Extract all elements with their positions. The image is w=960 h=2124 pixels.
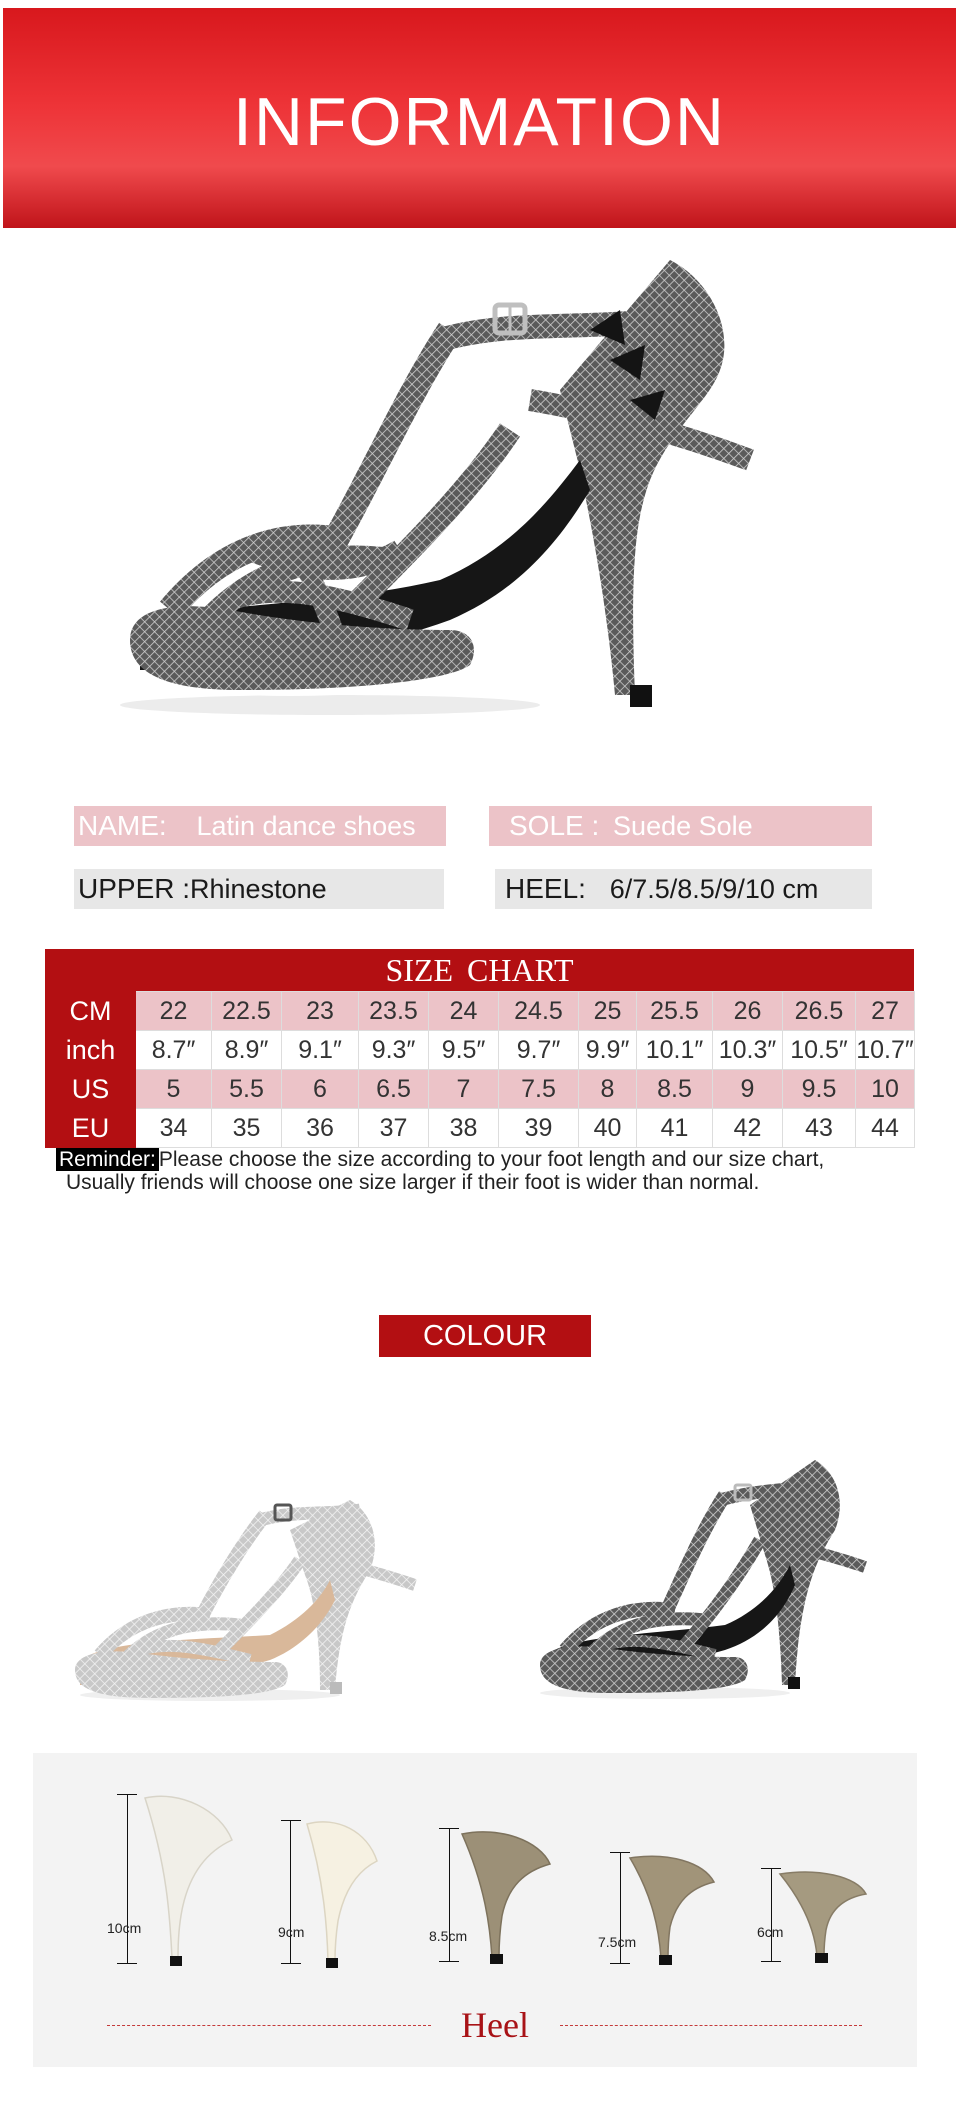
heel-divider-right (560, 2025, 862, 2026)
size-row-inch (46, 1031, 915, 1070)
heel-measure-tick (117, 1794, 137, 1795)
heel-image-10cm (140, 1790, 240, 1970)
info-upper-value: Rhinestone (190, 874, 327, 904)
reminder-tag: Reminder: (56, 1148, 159, 1171)
info-sole-label: SOLE : (509, 810, 600, 841)
size-cell: 9.3″ (359, 1031, 429, 1070)
heel-label-9cm: 9cm (278, 1924, 305, 1940)
info-upper (74, 869, 444, 909)
heel-label-7-5cm: 7.5cm (598, 1934, 637, 1950)
heel-image-7-5cm (628, 1852, 718, 1970)
size-cell: 9.9″ (579, 1031, 637, 1070)
size-cell: 23 (282, 992, 359, 1031)
colour-option-black (535, 1455, 875, 1705)
reminder-line-1: Please choose the size according to your foot length and our size chart, (158, 1148, 825, 1171)
size-cell: 39 (499, 1109, 579, 1148)
size-cell: 23.5 (359, 992, 429, 1031)
size-cell: 25.5 (637, 992, 713, 1031)
heel-measure-tick (281, 1963, 301, 1964)
size-cell: 44 (856, 1109, 915, 1148)
size-cell: 40 (579, 1109, 637, 1148)
size-cell: 42 (713, 1109, 783, 1148)
size-cell: 8.5 (637, 1070, 713, 1109)
heel-measure-tick (117, 1963, 137, 1964)
size-cell: 6 (282, 1070, 359, 1109)
size-cell: 41 (637, 1109, 713, 1148)
size-cell: 8.7″ (136, 1031, 212, 1070)
heel-measure-tick (610, 1852, 630, 1853)
size-row-us (46, 1070, 915, 1109)
size-cell: 27 (856, 992, 915, 1031)
reminder-line-2: Usually friends will choose one size larger if their foot is wider than normal. (66, 1171, 760, 1194)
information-banner (3, 8, 956, 228)
banner-title: INFORMATION (233, 84, 726, 160)
size-row-header: EU (46, 1109, 136, 1148)
info-sole (489, 806, 872, 846)
colour-option-silver (70, 1490, 430, 1710)
size-row-header: CM (46, 992, 136, 1031)
size-cell: 7.5 (499, 1070, 579, 1109)
heel-image-9cm (302, 1816, 382, 1971)
size-cell: 5.5 (212, 1070, 282, 1109)
size-cell: 34 (136, 1109, 212, 1148)
size-cell: 24.5 (499, 992, 579, 1031)
size-row-header: inch (46, 1031, 136, 1070)
size-cell: 9.7″ (499, 1031, 579, 1070)
size-cell: 9.5 (783, 1070, 856, 1109)
size-cell: 24 (429, 992, 499, 1031)
heel-label-10cm: 10cm (107, 1920, 142, 1936)
size-cell: 26.5 (783, 992, 856, 1031)
size-cell: 6.5 (359, 1070, 429, 1109)
heel-label-8-5cm: 8.5cm (429, 1928, 468, 1944)
size-row-eu (46, 1109, 915, 1148)
info-heel-value: 6/7.5/8.5/9/10 cm (609, 874, 819, 904)
heel-image-6cm (778, 1868, 870, 1968)
size-cell: 38 (429, 1109, 499, 1148)
size-cell: 43 (783, 1109, 856, 1148)
heel-measure-line-10 (127, 1794, 128, 1964)
size-cell: 9.1″ (282, 1031, 359, 1070)
heel-measure-tick (439, 1828, 459, 1829)
size-cell: 10.5″ (783, 1031, 856, 1070)
info-upper-label: UPPER : (78, 873, 191, 904)
main-product-image (110, 250, 830, 730)
info-name (74, 806, 446, 846)
size-cell: 8 (579, 1070, 637, 1109)
size-cell: 10.7″ (856, 1031, 915, 1070)
size-cell: 10 (856, 1070, 915, 1109)
size-cell: 5 (136, 1070, 212, 1109)
heel-image-8-5cm (460, 1826, 555, 1968)
size-chart-table (45, 991, 915, 1148)
info-name-value: Latin dance shoes (196, 811, 416, 841)
size-cell: 22 (136, 992, 212, 1031)
size-cell: 26 (713, 992, 783, 1031)
size-reminder (56, 1148, 946, 1194)
size-row-header: US (46, 1070, 136, 1109)
heel-measure-line-6 (771, 1868, 772, 1962)
size-cell: 35 (212, 1109, 282, 1148)
heel-measure-tick (439, 1961, 459, 1962)
heel-measure-tick (281, 1820, 301, 1821)
size-cell: 9.5″ (429, 1031, 499, 1070)
size-chart-title: SIZE CHART (45, 949, 914, 991)
heel-measure-line-9 (290, 1820, 291, 1964)
heel-divider-left (107, 2025, 431, 2026)
size-cell: 25 (579, 992, 637, 1031)
size-row-cm (46, 992, 915, 1031)
info-name-label: NAME: (78, 810, 167, 841)
size-cell: 8.9″ (212, 1031, 282, 1070)
colour-title: COLOUR (379, 1315, 591, 1357)
size-cell: 36 (282, 1109, 359, 1148)
heel-word: Heel (461, 2005, 529, 2045)
size-cell: 9 (713, 1070, 783, 1109)
info-sole-value: Suede Sole (613, 811, 753, 841)
heel-label-6cm: 6cm (757, 1924, 784, 1940)
size-cell: 10.1″ (637, 1031, 713, 1070)
info-heel-label: HEEL: (505, 873, 586, 904)
size-cell: 37 (359, 1109, 429, 1148)
heel-measure-tick (610, 1963, 630, 1964)
size-cell: 22.5 (212, 992, 282, 1031)
size-cell: 7 (429, 1070, 499, 1109)
info-heel (495, 869, 872, 909)
size-cell: 10.3″ (713, 1031, 783, 1070)
